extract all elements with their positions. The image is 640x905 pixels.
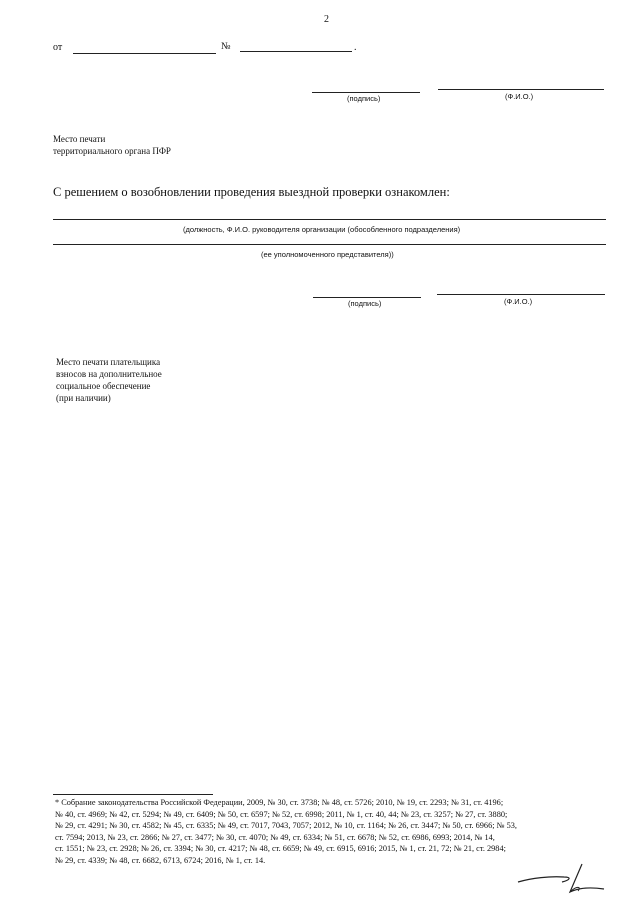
representative-line [53,244,606,245]
signature-line-1 [312,92,420,93]
position-line [53,219,606,220]
signature-line-2 [313,297,421,298]
number-label: № [221,41,231,52]
footnote-line6: № 29, ст. 4339; № 48, ст. 6682, 6713, 6724; 2016, № 1, ст. 14. [55,855,266,865]
position-caption: (должность, Ф.И.О. руководителя организации (обособленного подразделения) [183,225,461,234]
footnote-line5: ст. 1551; № 23, ст. 2928; № 26, ст. 3394; № 30, ст. 4217; № 48, ст. 6659; № 49, ст. 6915, 6916; 2015, № 1, ст. 21, 72; № 21, ст. 2984; [55,844,506,854]
date-line [73,53,216,54]
from-label: от [53,42,63,53]
stamp-payer-line1: Место печати плательщика [56,357,161,367]
trailing-dot: . [354,42,357,53]
footnote [55,797,612,867]
fio-line-2 [437,294,605,295]
stamp-payer-line3: социальное обеспечение [56,381,151,391]
handwritten-signature [512,858,612,898]
signature-caption-1: (подпись) [347,94,381,103]
stamp-pfr [53,133,171,157]
footnote-line4: ст. 7594; 2013, № 23, ст. 2866; № 27, ст. 3477; № 30, ст. 4070; № 49, ст. 6334; № 51, ст. 6678; № 52, ст. 6986, 6993; 2014, № 14, [55,832,495,842]
footnote-separator [53,794,213,795]
stamp-payer [56,356,162,404]
footnote-line3: № 29, ст. 4291; № 30, ст. 4582; № 45, ст. 6335; № 49, ст. 7017, 7043, 7057; 2012, № 10, ст. 1164; № 26, ст. 3447; № 50, ст. 6966; № 53, [55,821,517,831]
number-line [240,51,352,52]
signature-caption-2: (подпись) [348,299,382,308]
stamp-pfr-line1: Место печати [53,134,106,144]
fio-caption-1: (Ф.И.О.) [505,92,534,101]
stamp-payer-line4: (при наличии) [56,393,111,403]
fio-line-1 [438,89,604,90]
footnote-line2: № 40, ст. 4969; № 42, ст. 5294; № 49, ст. 6409; № 50, ст. 6597; № 52, ст. 6998; 2011, № 1, ст. 40, 44; № 23, ст. 3257; № 27, ст. 3880; [55,809,508,819]
stamp-pfr-line2: территориального органа ПФР [53,146,171,156]
stamp-payer-line2: взносов на дополнительное [56,369,162,379]
footnote-line1: * Собрание законодательства Российской Федерации, 2009, № 30, ст. 3738; № 48, ст. 5726; 2010, № 19, ст. 2293; № 31, ст. 4196; [55,798,504,807]
page-number: 2 [324,14,329,25]
fio-caption-2: (Ф.И.О.) [504,297,533,306]
decision-heading: С решением о возобновлении проведения выездной проверки ознакомлен: [53,185,450,199]
representative-caption: (ее уполномоченного представителя)) [261,250,394,259]
